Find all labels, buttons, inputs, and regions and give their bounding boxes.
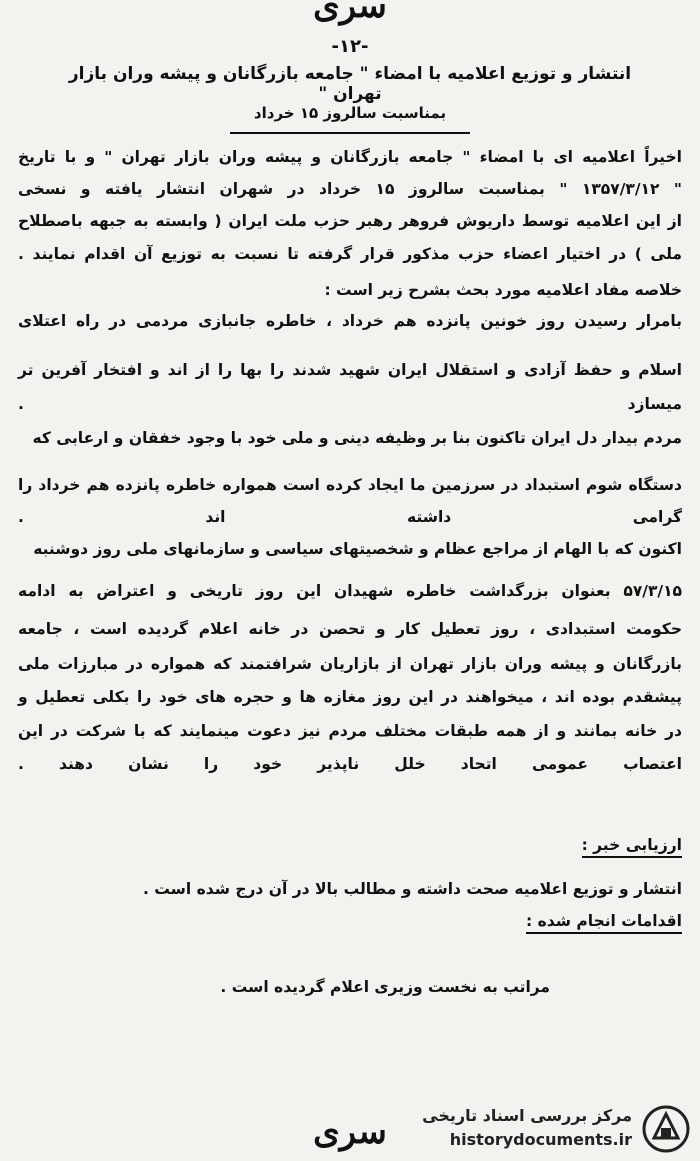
body-line: بامرار رسیدن روز خونین پانزده هم خرداد ، خاطره جانبازی مردمی در راه اعتلای bbox=[18, 312, 682, 330]
body-line: اخیراً اعلامیه ای با امضاء " جامعه بازرگانان و پیشه وران بازار تهران " و با تاریخ bbox=[18, 148, 682, 166]
evaluation-heading-underline bbox=[582, 856, 682, 858]
body-line: بازرگانان و پیشه وران بازار تهران از بازاریان شرافتمند که همواره در مبارزات ملی bbox=[18, 655, 682, 673]
body-line: میسازد . bbox=[18, 395, 682, 413]
subtitle-underline bbox=[230, 132, 470, 134]
body-line: مردم بیدار دل ایران تاکنون بنا بر وظیفه دینی و ملی خود با وجود خفقان و ارعابی که bbox=[32, 429, 682, 447]
body-line: از این اعلامیه توسط داریوش فروهر رهبر حزب ملت ایران ( وابسته به جبهه باصطلاح bbox=[18, 212, 682, 230]
body-line: اکنون که با الهام از مراجع عظام و شخصیتهای سیاسی و سازمانهای ملی روز دوشنبه bbox=[33, 540, 682, 558]
archive-name: مرکز بررسی اسناد تاریخی bbox=[422, 1106, 632, 1125]
body-line: " ۱۳۵۷/۳/۱۲ " بمناسبت سالروز ۱۵ خرداد در شهران انتشار یافته و نسخی bbox=[18, 180, 682, 198]
document-subtitle bbox=[200, 104, 500, 122]
body-line: اعتصاب عمومی اتحاد خلل ناپذیر خود را نشان دهند . bbox=[18, 755, 682, 773]
evaluation-heading-text: ارزیابی خبر : bbox=[581, 836, 682, 854]
actions-heading bbox=[526, 912, 682, 930]
actions-heading-text: اقدامات انجام شده : bbox=[526, 912, 682, 930]
evaluation-text: انتشار و توزیع اعلامیه صحت داشته و مطالب بالا در آن درج شده است . bbox=[142, 880, 682, 898]
evaluation-heading bbox=[582, 836, 682, 854]
classification-stamp-bottom: سری bbox=[313, 1112, 387, 1152]
body-line: گرامی داشته اند . bbox=[18, 508, 682, 526]
body-line: پیشقدم بوده اند ، میخواهند در این روز مغازه ها و حجره های خود را بکلی تعطیل و bbox=[18, 688, 682, 706]
body-line: ۵۷/۳/۱۵ بعنوان بزرگداشت خاطره شهیدان این روز تاریخی و اعتراض به ادامه bbox=[18, 582, 682, 600]
classification-stamp-top: سری bbox=[313, 0, 387, 26]
document-subtitle-text: بمناسبت سالروز ۱۵ خرداد bbox=[253, 104, 447, 122]
body-line: در خانه بمانند و از همه طبقات مختلف مردم نیز دعوت مینمایند که با شرکت در این bbox=[18, 722, 682, 740]
archive-logo-icon bbox=[640, 1104, 692, 1154]
archive-website: historydocuments.ir bbox=[449, 1130, 632, 1149]
archive-watermark bbox=[408, 1098, 698, 1158]
actions-heading-underline bbox=[526, 932, 682, 934]
body-line: ملی ) در اختیار اعضاء حزب مذکور قرار گرفته تا نسبت به توزیع آن اقدام نمایند . bbox=[18, 245, 682, 263]
body-line: خلاصه مفاد اعلامیه مورد بحث بشرح زیر است : bbox=[324, 281, 682, 299]
document-title: انتشار و توزیع اعلامیه با امضاء " جامعه بازرگانان و پیشه وران بازار تهران " bbox=[68, 64, 632, 104]
body-line: حکومت استبدادی ، روز تعطیل کار و تحصن در خانه اعلام گردیده است ، جامعه bbox=[18, 620, 682, 638]
body-line: اسلام و حفظ آزادی و استقلال ایران شهید شدند را بها را از اند و افتخار آفرین تر bbox=[18, 361, 682, 379]
actions-text: مراتب به نخست وزیری اعلام گردیده است . bbox=[220, 978, 550, 996]
body-line: دستگاه شوم استبداد در سرزمین ما ایجاد کرده است همواره خاطره پانزده هم خرداد را bbox=[18, 476, 682, 494]
page-number: -۱۲- bbox=[331, 36, 369, 57]
